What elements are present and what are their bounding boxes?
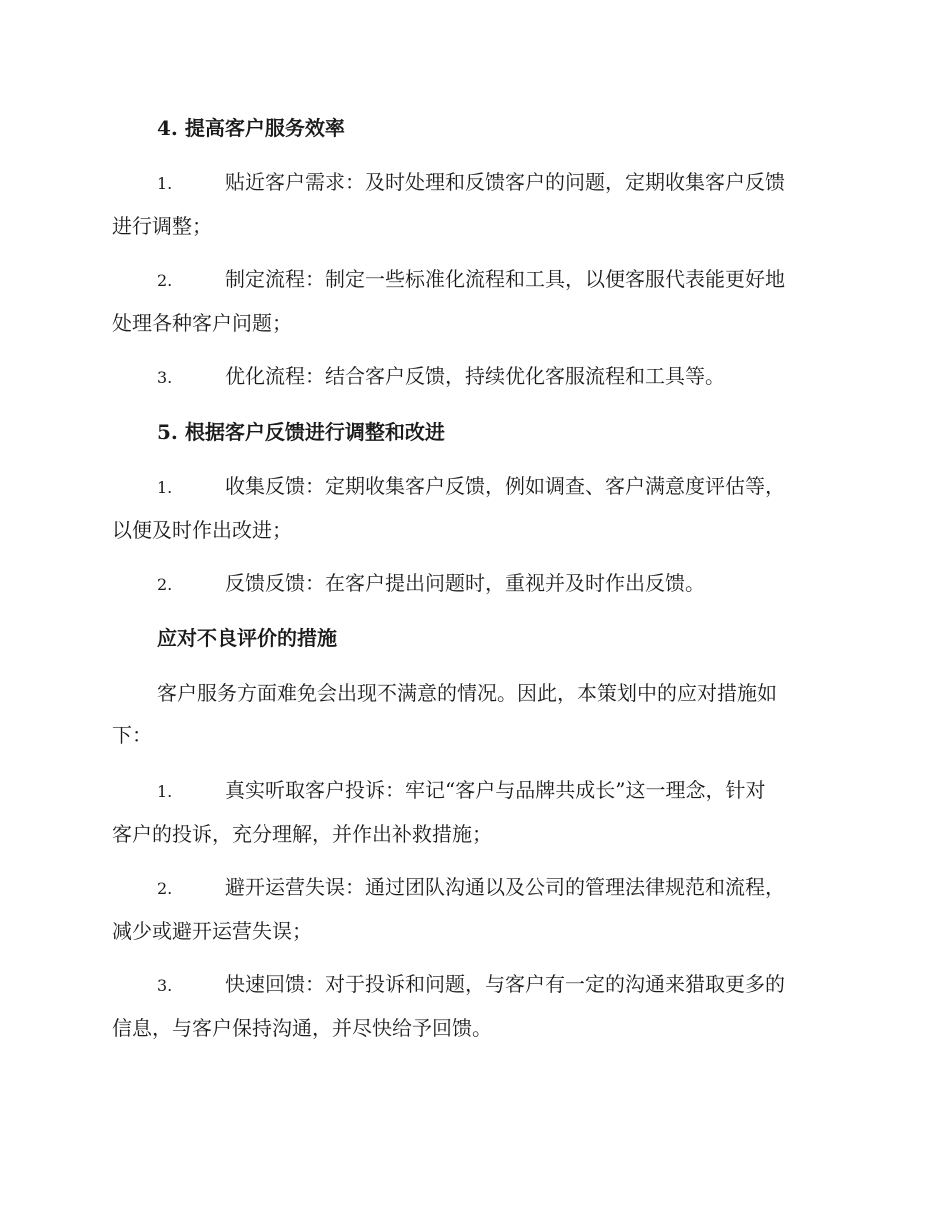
section-5-item-1 (112, 465, 832, 551)
item-text-line2: 以便及时作出改进； (112, 518, 292, 542)
item-text-line1: 反馈反馈：在客户提出问题时，重视并及时作出反馈。 (225, 571, 705, 595)
item-number: 1. (157, 782, 173, 801)
section-4-item-3 (112, 355, 832, 399)
item-number: 2. (157, 271, 173, 290)
section-4-item-1 (112, 161, 832, 247)
item-number: 3. (157, 976, 173, 995)
item-text-line1: 快速回馈：对于投诉和问题，与客户有一定的沟通来猎取更多的 (225, 972, 785, 996)
item-text-line2: 进行调整； (112, 214, 212, 238)
item-number: 1. (157, 478, 173, 497)
measures-item-3 (112, 963, 832, 1049)
intro-line2: 下： (112, 723, 152, 747)
item-number: 2. (157, 879, 173, 898)
item-text-line2: 处理各种客户问题； (112, 311, 292, 335)
measures-heading: 应对不良评价的措施 (157, 626, 337, 650)
section-4-heading: 4. 提高客户服务效率 (157, 116, 345, 140)
item-number: 2. (157, 575, 173, 594)
item-number: 3. (157, 368, 173, 387)
item-text-line2: 客户的投诉，充分理解，并作出补救措施； (112, 822, 492, 846)
section-4-item-2 (112, 258, 832, 344)
measures-item-1 (112, 769, 832, 855)
item-text-line2: 信息，与客户保持沟通，并尽快给予回馈。 (112, 1016, 492, 1040)
item-text-line1: 真实听取客户投诉：牢记“客户与品牌共成长”这一理念，针对 (225, 778, 766, 802)
intro-line1: 客户服务方面难免会出现不满意的情况。因此，本策划中的应对措施如 (157, 681, 777, 705)
measures-item-2 (112, 866, 832, 952)
item-text-line1: 收集反馈：定期收集客户反馈，例如调查、客户满意度评估等， (225, 474, 785, 498)
item-number: 1. (157, 174, 173, 193)
item-text-line2: 减少或避开运营失误； (112, 919, 312, 943)
item-text-line1: 贴近客户需求：及时处理和反馈客户的问题，定期收集客户反馈 (225, 170, 785, 194)
item-text-line1: 优化流程：结合客户反馈，持续优化客服流程和工具等。 (225, 364, 725, 388)
item-text-line1: 避开运营失误：通过团队沟通以及公司的管理法律规范和流程， (225, 875, 785, 899)
item-text-line1: 制定流程：制定一些标准化流程和工具，以便客服代表能更好地 (225, 267, 785, 291)
section-5-heading: 5. 根据客户反馈进行调整和改进 (157, 420, 445, 444)
measures-intro (112, 672, 832, 756)
section-5-item-2 (112, 562, 832, 606)
